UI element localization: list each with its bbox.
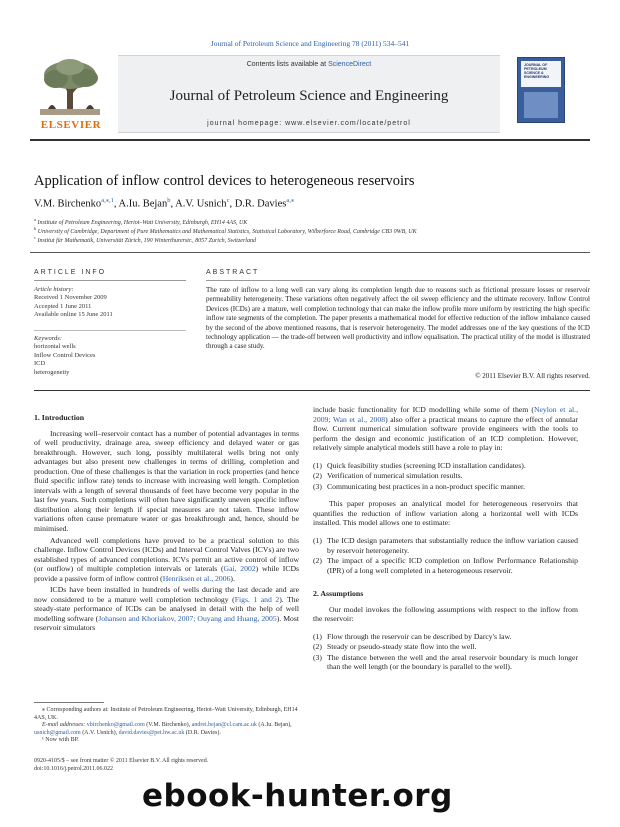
history-label: Article history:: [34, 286, 74, 293]
body-right-column: [313, 405, 578, 680]
keywords-block: [34, 335, 184, 377]
journal-header: [30, 55, 590, 135]
list-item: (2) Steady or pseudo-steady state flow into the well.: [313, 642, 477, 652]
footer-issn: 0920-4105/$ – see front matter © 2011 Elsevier B.V. All rights reserved.: [34, 758, 209, 764]
watermark-text: ebook-hunter.org: [142, 778, 453, 814]
footnote-emails: E-mail addresses: vbirchenko@gmail.com (V.M. Birchenko), andrei.bejan@cl.cam.ac.uk (A.Iu. Bejan), usnich@gmail.com (A.V. Usnich), david.davies@pet.hw.ac.uk (D.R. Davies).: [34, 722, 292, 736]
journal-name: Journal of Petroleum Science and Engineering: [169, 88, 449, 104]
author-1-marks[interactable]: a,⁎,1: [101, 197, 114, 204]
history-received: Received 1 November 2009: [34, 294, 107, 302]
affiliation-rule: [30, 252, 590, 253]
article-info-rule: [34, 280, 186, 281]
section-heading-assumptions: 2. Assumptions: [313, 589, 364, 599]
author-3: A.V. Usnich: [175, 198, 227, 210]
list-item: (3) Communicating best practices in a non-product specific manner.: [313, 481, 526, 491]
email-link-birchenko[interactable]: vbirchenko@gmail.com: [86, 722, 145, 729]
assumptions-paragraph: Our model invokes the following assumptions with respect to the inflow from the reservoir:: [313, 604, 578, 624]
contents-line: [118, 61, 500, 68]
author-list: V.M. Birchenko$^{a,⁎,1}$, A.Iu. Bejan$^b$, A.V. Usnich$^c$, D.R. Davies$^{a,⁎}$: [34, 197, 295, 210]
elsevier-tree-icon: [30, 57, 110, 117]
ref-link-johansen-ouyang[interactable]: Johansen and Khoriakov, 2007; Ouyang and Huang, 2005: [98, 613, 277, 623]
contents-prefix: Contents lists available at: [246, 61, 329, 68]
list-item: (1) Flow through the reservoir can be described by Darcy's law.: [313, 631, 512, 641]
header-band: [118, 55, 500, 133]
right-paragraph-1: include basic functionality for ICD modelling while some of them (Neylon et al., 2009; Wan et al., 2008) also offer a practical means to capture the effect of annular flow. Current numerical simulation software provide engineers with the tools to perform the design and economic justification of an ICD completion. However, relatively simple analytical models still have a role to play in:: [313, 405, 578, 453]
journal-cover-thumbnail: [517, 57, 565, 123]
article-info-heading: ARTICLE INFO: [34, 269, 107, 276]
keywords-label: Keywords:: [34, 335, 62, 342]
abstract-heading: ABSTRACT: [206, 269, 260, 276]
ref-link-neylon-wan[interactable]: Neylon et al., 2009; Wan et al., 2008: [313, 405, 578, 424]
abstract-text: The rate of inflow to a long well can vary along its completion length due to reasons such as frictional pressure losses or reservoir permeability heterogeneity. These variations often negatively affect the oil sweep efficiency and the ultimate recovery. Inflow Control Devices (ICDs) are a mature, well completion technology that can make the inflow profile more uniform by restricting the high specific inflow rate segments of the completion. The paper presents a mathematical model for effective reduction of the inflow imbalance caused by the second of the above mentioned reasons, that is reservoir heterogeneity. The model addresses one of the key questions of the ICD technology application — the trade-off between well productivity and inflow equalisation. The practical utility of the model is illustrated through a case study.: [206, 286, 590, 351]
author-3-marks[interactable]: c: [226, 197, 230, 204]
article-title: Application of inflow control devices to heterogeneous reservoirs: [34, 173, 415, 189]
keyword-1: horizontal wells: [34, 343, 76, 351]
cover-art: [524, 92, 558, 118]
body-left-column: [34, 413, 299, 635]
intro-paragraph-2: Advanced well completions have proved to be a practical solution to this challenge. Inflow Control Devices (ICDs) and Interval Control Valves (ICVs) are two established types of advanced completions. ICVs permit an active control of inflow (or outflow) of multiple completion intervals or laterals (Gai, 2002) while ICDs provide a passive form of inflow control (Henriksen et al., 2006).: [34, 535, 300, 583]
page-footer: [34, 758, 299, 773]
author-2: A.Iu. Bejan: [118, 198, 168, 210]
role-list: [313, 461, 578, 492]
email-link-usnich[interactable]: usnich@gmail.com: [34, 729, 81, 736]
affiliation-a: $^a$ Institute of Petroleum Engineering, Heriot–Watt University, Edinburgh, EH14 4AS, UK: [34, 217, 248, 226]
list-item: (1) The ICD design parameters that substantially reduce the inflow variation caused by reservoir heterogeneity.: [313, 536, 578, 555]
footnotes: [34, 702, 299, 745]
email-link-davies[interactable]: david.davies@pet.hw.ac.uk: [118, 729, 185, 736]
history-accepted: Accepted 1 June 2011: [34, 302, 92, 310]
footer-doi[interactable]: doi:10.1016/j.petrol.2011.06.022: [34, 765, 113, 772]
journal-citation[interactable]: Journal of Petroleum Science and Engineering 78 (2011) 534–541: [210, 39, 410, 48]
sciencedirect-link[interactable]: ScienceDirect: [328, 61, 372, 68]
abstract-rule: [206, 280, 590, 281]
list-item: (2) The impact of a specific ICD completion on Inflow Performance Relationship (IPR) of a long well completed in a heterogeneous reservoir.: [313, 556, 578, 575]
elsevier-logo: [30, 57, 110, 133]
author-4-marks[interactable]: a,⁎: [286, 197, 295, 204]
author-1: V.M. Birchenko: [34, 198, 102, 210]
elsevier-wordmark: ELSEVIER: [40, 119, 102, 131]
list-item: (2) Verification of numerical simulation results.: [313, 471, 463, 481]
journal-homepage[interactable]: journal homepage: www.elsevier.com/locate/petrol: [207, 120, 411, 127]
keyword-3: ICD: [34, 360, 46, 368]
body-rule: [34, 390, 590, 391]
estimate-list: [313, 536, 578, 575]
affiliation-c: $^c$ Institut für Mathematik, Universität Zürich, 190 Winterthurerstr., 8057 Zurich, Switzerland: [34, 235, 256, 244]
section-heading-introduction: 1. Introduction: [34, 413, 85, 422]
keyword-2: Inflow Control Devices: [34, 351, 96, 359]
author-2-marks[interactable]: b: [167, 197, 171, 204]
footnote-now-with: ¹ Now with BP.: [42, 737, 79, 744]
assumptions-list: [313, 632, 578, 672]
list-item: (1) Quick feasibility studies (screening ICD installation candidates).: [313, 460, 526, 470]
email-link-bejan[interactable]: andrei.bejan@cl.cam.ac.uk: [191, 722, 257, 729]
header-rule: [30, 139, 590, 141]
history-online: Available online 15 June 2011: [34, 311, 113, 319]
abstract-copyright: © 2011 Elsevier B.V. All rights reserved.: [475, 372, 590, 380]
author-4: D.R. Davies: [234, 198, 287, 210]
affiliation-b: $^b$ University of Cambridge, Department of Pure Mathematics and Mathematical Statistics, Statistical Laboratory, Wilberforce Road, Cambridge CB3 0WB, UK: [34, 226, 417, 235]
ref-link-henriksen[interactable]: Henriksen et al., 2006: [162, 573, 231, 583]
list-item: (3) The distance between the well and the areal reservoir boundary is much longer than the well length (or the boundary is parallel to the well).: [313, 652, 578, 672]
article-history: [34, 286, 184, 320]
intro-paragraph-1: Increasing well–reservoir contact has a number of potential advantages in terms of well productivity, drainage area, sweep efficiency and delayed water or gas breakthrough. However, such long, possibly multilateral wells bring not only advantages but also present new challenges in terms of drilling, completion and production. One of these challenges is that the variation in rock properties (and hence fluid specific inflow rate) tends to increase with increasing well length. Completion intervals with a length of several thousands of feet have become very popular in the last few years. Such completions will often have significantly uneven specific inflow distribution along their length if special measures are not taken. These inflow variations often cause premature water or gas breakthrough and, hence, should be minimised.: [34, 428, 299, 534]
ref-link-gai[interactable]: Gai, 2002: [223, 564, 256, 574]
history-rule: [34, 330, 186, 331]
footnote-corresponding: ⁎ Corresponding authors at: Institute of Petroleum Engineering, Heriot–Watt University, Edinburgh, EH14 4AS, UK.: [34, 707, 298, 721]
intro-paragraph-3: ICDs have been installed in hundreds of wells during the last decade and are now considered to be a mature well completion technology (Figs. 1 and 2). The steady-state performance of ICDs can be analysed in detail with the help of well modelling software (Johansen and Khoriakov, 2007; Ouyang and Huang, 2005). Most reservoir simulators: [34, 585, 300, 633]
cover-title: JOURNAL OF PETROLEUM SCIENCE & ENGINEERING: [524, 63, 550, 79]
figure-link[interactable]: Figs. 1 and 2: [234, 594, 280, 604]
right-paragraph-2: This paper proposes an analytical model for heterogeneous reservoirs that quantifies the reduction of inflow variation along a horizontal well with ICDs installed. This model allows one to estimate:: [313, 499, 578, 528]
keyword-4: heterogeneity: [34, 368, 70, 376]
